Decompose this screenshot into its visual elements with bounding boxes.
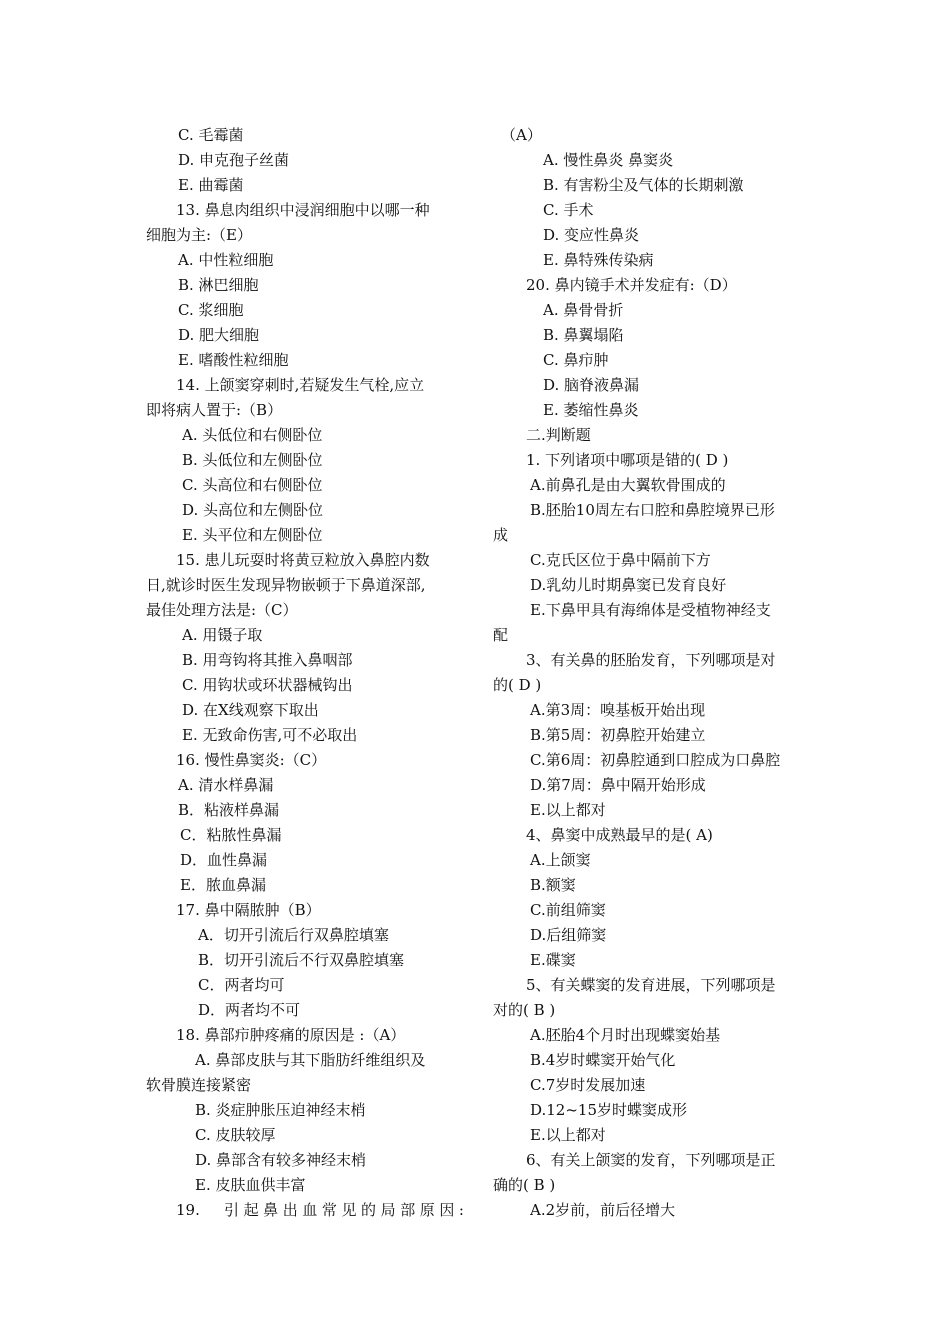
text-line: 日,就诊时医生发现异物嵌顿于下鼻道深部, [146, 576, 426, 594]
text-line: 细胞为主:（E） [146, 226, 253, 244]
text-line: 15. 患儿玩耍时将黄豆粒放入鼻腔内数 [176, 551, 430, 569]
text-line: E. 萎缩性鼻炎 [543, 401, 639, 419]
text-line: 配 [493, 626, 509, 644]
text-line: E.碟窦 [530, 951, 576, 969]
text-line: 最佳处理方法是:（C） [146, 601, 298, 619]
text-line: 13. 鼻息肉组织中浸润细胞中以哪一种 [176, 201, 430, 219]
text-line: 即将病人置于:（B） [146, 401, 283, 419]
text-line: C．两者均可 [198, 976, 285, 994]
left-text-column [146, 123, 464, 1223]
text-line: D. 头高位和左侧卧位 [182, 501, 324, 519]
text-line: 5、有关蝶窦的发育进展，下列哪项是 [526, 976, 776, 994]
text-line: C. 皮肤较厚 [195, 1126, 276, 1144]
text-line: 16. 慢性鼻窦炎:（C） [176, 751, 327, 769]
text-line: E.下鼻甲具有海绵体是受植物神经支 [530, 601, 771, 619]
text-line: B．粘液样鼻漏 [178, 801, 280, 819]
text-line: A. 鼻部皮肤与其下脂肪纤维组织及 [195, 1051, 426, 1069]
text-line: C. 鼻疖肿 [543, 351, 609, 369]
text-line: E. 皮肤血供丰富 [195, 1176, 306, 1194]
text-line: C. 手术 [543, 201, 594, 219]
text-line: A. 鼻骨骨折 [543, 301, 624, 319]
text-line: 的( D ) [493, 676, 542, 694]
text-line: A.胚胎4个月时出现蝶窦始基 [530, 1026, 721, 1044]
text-line: E. 头平位和左侧卧位 [182, 526, 323, 544]
text-line: B. 炎症肿胀压迫神经末梢 [195, 1101, 366, 1119]
text-line: 17. 鼻中隔脓肿（B） [176, 901, 321, 919]
text-line: 3、有关鼻的胚胎发育，下列哪项是对 [526, 651, 776, 669]
text-line: E. 嗜酸性粒细胞 [178, 351, 289, 369]
text-line: B.额窦 [530, 876, 576, 894]
text-line: D.第7周：鼻中隔开始形成 [530, 776, 706, 794]
text-line: 1. 下列诸项中哪项是错的( D ) [526, 451, 729, 469]
text-line: B. 头低位和左侧卧位 [182, 451, 323, 469]
text-line: A.2岁前，前后径增大 [530, 1201, 676, 1219]
text-line: E.以上都对 [530, 801, 606, 819]
text-line: B. 有害粉尘及气体的长期刺激 [543, 176, 744, 194]
text-line: B.第5周：初鼻腔开始建立 [530, 726, 706, 744]
text-line: C.第6周：初鼻腔通到口腔成为口鼻腔 [530, 751, 781, 769]
text-line: D.后组筛窦 [530, 926, 607, 944]
text-line: D. 在X线观察下取出 [182, 701, 319, 719]
text-line: C.7岁时发展加速 [530, 1076, 646, 1094]
text-line: B．切开引流后不行双鼻腔填塞 [198, 951, 405, 969]
text-line: （A） [501, 126, 542, 144]
text-line: 19. 引起鼻出血常见的局部原因: [176, 1201, 464, 1219]
text-line: 20. 鼻内镜手术并发症有:（D） [526, 276, 737, 294]
text-line: A.前鼻孔是由大翼软骨围成的 [530, 476, 726, 494]
text-line: A.上颌窦 [530, 851, 591, 869]
text-line: 对的( B ) [493, 1001, 556, 1019]
text-line: C.前组筛窦 [530, 901, 606, 919]
text-line: A．切开引流后行双鼻腔填塞 [198, 926, 389, 944]
text-line: B. 鼻翼塌陷 [543, 326, 624, 344]
text-line: E. 无致命伤害,可不必取出 [182, 726, 358, 744]
right-text-column [493, 123, 811, 1223]
text-line: 6、有关上颌窦的发育，下列哪项是正 [526, 1151, 776, 1169]
text-line: D.12~15岁时蝶窦成形 [530, 1101, 688, 1119]
text-line: B. 淋巴细胞 [178, 276, 259, 294]
text-line: C. 头高位和右侧卧位 [182, 476, 323, 494]
text-line: A. 清水样鼻漏 [178, 776, 274, 794]
text-line: C. 用钩状或环状器械钩出 [182, 676, 353, 694]
text-line: D. 脑脊液鼻漏 [543, 376, 640, 394]
text-line: 二.判断题 [526, 426, 591, 444]
text-line: 14. 上颌窦穿刺时,若疑发生气栓,应立 [176, 376, 425, 394]
text-line: A.第3周：嗅基板开始出现 [530, 701, 706, 719]
text-line: D．两者均不可 [198, 1001, 301, 1019]
text-line: 4、鼻窦中成熟最早的是( A) [526, 826, 713, 844]
text-line: B.胚胎10周左右口腔和鼻腔境界已形 [530, 501, 775, 519]
text-line: D. 申克孢子丝菌 [178, 151, 290, 169]
text-line: D. 鼻部含有较多神经末梢 [195, 1151, 367, 1169]
text-line: C．粘脓性鼻漏 [180, 826, 282, 844]
text-line: A. 中性粒细胞 [178, 251, 274, 269]
text-line: 18. 鼻部疖肿疼痛的原因是 :（A） [176, 1026, 406, 1044]
text-line: A. 头低位和右侧卧位 [182, 426, 323, 444]
text-line: A. 用镊子取 [182, 626, 263, 644]
text-line: 软骨膜连接紧密 [146, 1076, 252, 1094]
text-line: B. 用弯钩将其推入鼻咽部 [182, 651, 353, 669]
text-line: E. 曲霉菌 [178, 176, 244, 194]
text-line: C.克氏区位于鼻中隔前下方 [530, 551, 711, 569]
text-line: D. 变应性鼻炎 [543, 226, 640, 244]
text-line: D．血性鼻漏 [180, 851, 268, 869]
text-line: E．脓血鼻漏 [180, 876, 266, 894]
text-line: 确的( B ) [493, 1176, 556, 1194]
text-line: E. 鼻特殊传染病 [543, 251, 654, 269]
text-line: C. 浆细胞 [178, 301, 244, 319]
text-line: D.乳幼儿时期鼻窦已发育良好 [530, 576, 727, 594]
text-line: C. 毛霉菌 [178, 126, 244, 144]
text-line: D. 肥大细胞 [178, 326, 260, 344]
text-line: E.以上都对 [530, 1126, 606, 1144]
text-line: A. 慢性鼻炎 鼻窦炎 [543, 151, 674, 169]
text-line: 成 [493, 526, 509, 544]
text-line: B.4岁时蝶窦开始气化 [530, 1051, 676, 1069]
